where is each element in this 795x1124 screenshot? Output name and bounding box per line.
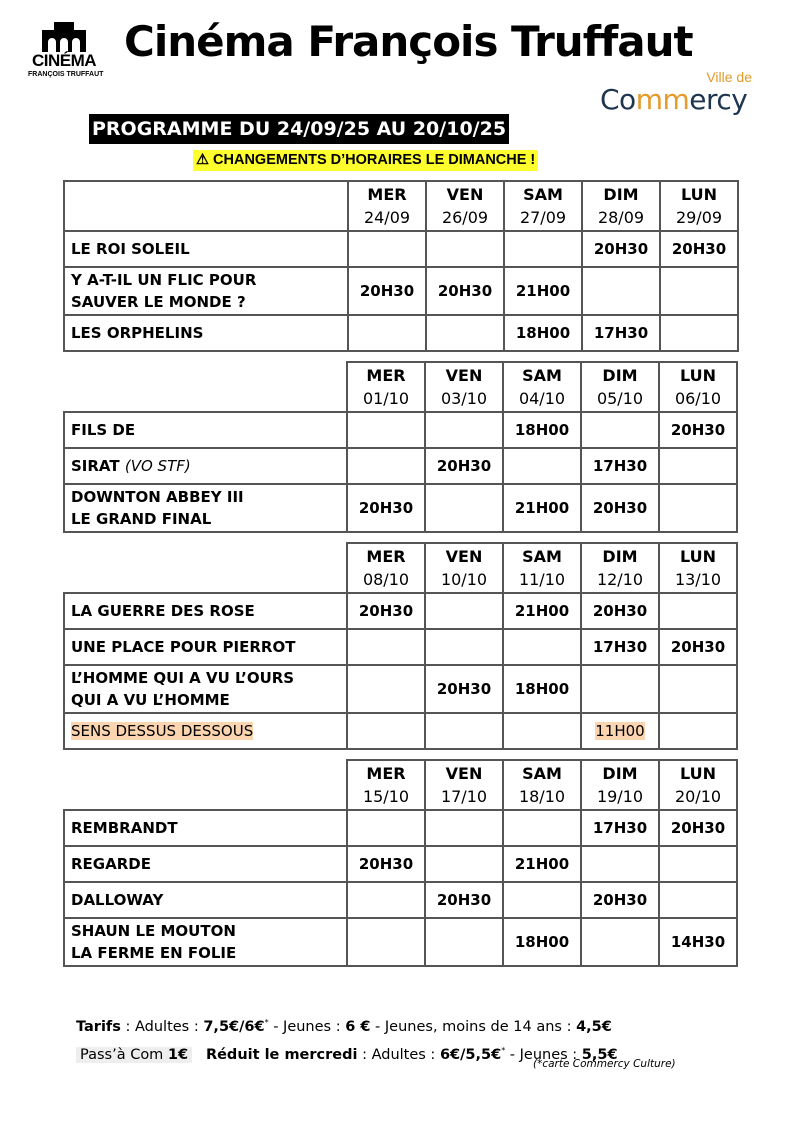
showtime-cell [348,315,426,351]
warning-icon: ⚠ [196,152,209,168]
showtime-cell [659,918,737,966]
showtime-cell [425,484,503,532]
reduit-jeunes-price: 5,5€ [581,1046,618,1063]
showtime-cell [504,315,582,351]
film-note: (VO STF) [124,457,191,475]
showtime-cell [581,593,659,629]
day-date: 27/09 [519,208,567,227]
jeunes-label: - Jeunes : [273,1018,341,1035]
showtime-cell [425,846,503,882]
showtime: 20H30 [592,602,648,620]
header-empty-cell [64,760,347,810]
showtime-cell [347,846,425,882]
day-date: 24/09 [363,208,411,227]
pass-label: Pass’à Com [80,1046,164,1063]
film-title: LE GRAND FINAL [71,510,212,528]
day-date: 05/10 [596,389,644,408]
day-date: 26/09 [441,208,489,227]
film-title-cell [64,593,347,629]
day-header [425,543,503,593]
showtime: 20H30 [671,240,727,258]
film-title: UNE PLACE POUR PIERROT [71,638,296,656]
film-title-cell [64,846,347,882]
day-name: LUN [679,547,716,566]
commercy-mm: mm [635,83,690,116]
day-name: DIM [602,764,638,783]
showtime-cell [503,484,581,532]
film-title-cell [64,315,348,351]
day-header [348,181,426,231]
logo-line2: FRANÇOIS TRUFFAUT [28,71,104,78]
showtime: 20H30 [593,240,649,258]
day-name: LUN [679,764,716,783]
showtime-cell [582,267,660,315]
day-date: 01/10 [362,389,410,408]
showtime-cell [425,882,503,918]
showtime-cell [660,315,738,351]
film-row [64,593,737,629]
showtime-cell [503,412,581,448]
star-2: * [501,1045,506,1055]
film-title-cell [64,882,347,918]
showtime-cell [581,713,659,749]
showtime: 20H30 [358,602,414,620]
showtime: 17H30 [593,324,649,342]
showtime: 18H00 [514,421,570,439]
day-header [659,543,737,593]
day-name: LUN [679,366,716,385]
film-title: FILS DE [71,421,136,439]
film-title-cell [64,412,347,448]
warning-banner [193,150,538,171]
day-date: 17/10 [440,787,488,806]
commercy-suffix: ercy [689,83,748,116]
schedule-week-2 [63,361,738,533]
day-header [581,362,659,412]
day-header [503,760,581,810]
day-name: DIM [603,185,639,204]
day-header [504,181,582,231]
reduit-jeunes-label: - Jeunes : [509,1046,578,1063]
header-row [64,362,737,412]
showtime-cell [659,713,737,749]
day-name: SAM [522,764,562,783]
film-row [64,665,737,713]
day-date: 18/10 [518,787,566,806]
film-row [64,448,737,484]
showtime-cell [659,665,737,713]
film-title: Y A-T-IL UN FLIC POUR [71,271,257,289]
film-title: SIRAT [71,457,120,475]
showtime-cell [659,846,737,882]
showtime-cell [582,315,660,351]
showtime-cell [659,629,737,665]
showtime-cell [503,846,581,882]
showtime-cell [425,593,503,629]
film-row [64,713,737,749]
day-date: 10/10 [440,570,488,589]
film-title: SENS DESSUS DESSOUS [71,722,254,740]
film-title: LES ORPHELINS [71,324,204,342]
showtime-cell [581,882,659,918]
day-date: 08/10 [362,570,410,589]
showtime-cell [348,267,426,315]
showtime: 18H00 [514,933,570,951]
tarifs-label: Tarifs [76,1018,121,1035]
showtime: 20H30 [670,638,726,656]
day-name: MER [366,764,406,783]
showtime-cell [348,231,426,267]
program-banner: PROGRAMME DU 24/09/25 AU 20/10/25 [89,114,509,144]
commercy-logo-wordmark [600,84,747,116]
film-title: LA FERME EN FOLIE [71,944,237,962]
day-name: DIM [602,366,638,385]
showtime-cell [503,593,581,629]
showtime: 21H00 [514,499,570,517]
day-date: 13/10 [674,570,722,589]
day-date: 11/10 [518,570,566,589]
showtime: 17H30 [592,638,648,656]
film-title: LE ROI SOLEIL [71,240,190,258]
showtime-cell [504,267,582,315]
warning-text: CHANGEMENTS D’HORAIRES LE DIMANCHE ! [213,152,536,168]
showtime-cell [503,448,581,484]
day-name: LUN [680,185,717,204]
pass-price: 1€ [167,1046,189,1063]
day-header [503,362,581,412]
showtime-cell [503,918,581,966]
day-date: 06/10 [674,389,722,408]
day-name: MER [366,366,406,385]
showtime-cell [347,412,425,448]
showtime-cell [582,231,660,267]
showtime-cell [581,484,659,532]
showtime: 20H30 [436,891,492,909]
film-title: REGARDE [71,855,151,873]
showtime-cell [425,665,503,713]
cinema-building-icon [40,22,88,52]
film-row [64,846,737,882]
showtime-cell [425,810,503,846]
film-title: L’HOMME QUI A VU L’OURS [71,669,295,687]
day-name: VEN [445,764,483,783]
showtime-cell [581,448,659,484]
day-header [347,543,425,593]
showtime-cell [347,629,425,665]
showtime: 20H30 [436,457,492,475]
showtime-cell [659,484,737,532]
day-date: 12/10 [596,570,644,589]
film-row [64,810,737,846]
header-row [64,181,738,231]
film-title: QUI A VU L’HOMME [71,691,230,709]
showtime-cell [426,231,504,267]
showtime-cell [347,484,425,532]
day-header [660,181,738,231]
schedule-week-1 [63,180,739,352]
header-empty-cell [64,181,348,231]
jeunes-price: 6 € [345,1018,371,1035]
showtime: 11H00 [595,722,645,740]
showtime: 20H30 [358,499,414,517]
showtime-cell [347,665,425,713]
day-name: MER [366,547,406,566]
showtime: 18H00 [514,680,570,698]
schedule-week-4 [63,759,738,967]
showtime-cell [581,412,659,448]
showtime: 20H30 [436,680,492,698]
tarifs-line1: Tarifs : Adultes : 7,5€/6€* - Jeunes : 6 € - Jeunes, moins de 14 ans : 4,5€ [76,1018,612,1035]
film-title-cell [64,484,347,532]
reduit-label: Réduit le mercredi [205,1046,358,1063]
film-title: SHAUN LE MOUTON [71,922,236,940]
film-title-cell [64,713,347,749]
day-header [347,362,425,412]
showtime-cell [504,231,582,267]
film-row [64,267,738,315]
day-name: VEN [446,185,484,204]
showtime: 20H30 [592,891,648,909]
day-date: 19/10 [596,787,644,806]
film-title: REMBRANDT [71,819,178,837]
showtime-cell [347,810,425,846]
showtime: 20H30 [359,282,415,300]
pass-com [76,1047,192,1063]
showtime-cell [581,846,659,882]
film-row [64,231,738,267]
commercy-logo [598,70,758,116]
showtime-cell [503,810,581,846]
film-title: SAUVER LE MONDE ? [71,293,246,311]
showtime-cell [425,448,503,484]
tarifs-note: (*carte Commercy Culture) [533,1058,676,1070]
tarifs-line2: Pass’à Com 1€ Réduit le mercredi : Adultes : 6€/5,5€* - Jeunes : 5,5€ [76,1039,618,1067]
schedule-week-3 [63,542,738,750]
showtime: 20H30 [670,819,726,837]
header-empty-cell [64,362,347,412]
showtime-cell [347,882,425,918]
showtime-cell [660,267,738,315]
showtime: 21H00 [515,282,571,300]
reduit-adultes-price: 6€/5,5€ [439,1046,502,1063]
showtime-cell [581,810,659,846]
header-row [64,760,737,810]
page-title: Cinéma François Truffaut [124,17,693,66]
showtime: 18H00 [515,324,571,342]
showtime: 17H30 [592,819,648,837]
day-header [581,760,659,810]
showtime-cell [347,593,425,629]
logo-line1: CINÉMA [31,51,97,70]
film-title-cell [64,665,347,713]
showtime-cell [425,713,503,749]
reduit-adultes-label: Adultes : [371,1046,436,1063]
showtime-cell [426,267,504,315]
day-name: VEN [445,547,483,566]
header-empty-cell [64,543,347,593]
film-title: DALLOWAY [71,891,164,909]
showtime-cell [659,448,737,484]
day-header [425,760,503,810]
day-header [426,181,504,231]
day-header [347,760,425,810]
day-name: DIM [602,547,638,566]
film-row [64,918,737,966]
film-row [64,412,737,448]
showtime: 20H30 [592,499,648,517]
commercy-logo-small: Ville de [706,69,752,85]
showtime: 20H30 [358,855,414,873]
showtime-cell [347,448,425,484]
showtime-cell [347,918,425,966]
showtime-cell [503,665,581,713]
day-name: SAM [522,547,562,566]
day-name: MER [367,185,407,204]
header-row [64,543,737,593]
cinema-logo [28,22,104,79]
star-1: * [264,1018,269,1027]
film-row [64,882,737,918]
film-title-cell [64,629,347,665]
showtime-cell [581,918,659,966]
showtime-cell [503,713,581,749]
day-name: VEN [445,366,483,385]
film-title-cell [64,448,347,484]
showtime-cell [581,629,659,665]
film-title: LA GUERRE DES ROSE [71,602,255,620]
showtime-cell [659,810,737,846]
jeunes14-price: 4,5€ [576,1018,612,1035]
day-header [503,543,581,593]
showtime-cell [425,629,503,665]
adultes-label: Adultes : [134,1018,199,1035]
day-header [581,543,659,593]
adultes-price: 7,5€/6€ [203,1018,265,1035]
showtime: 14H30 [670,933,726,951]
day-date: 03/10 [440,389,488,408]
film-row [64,629,737,665]
day-date: 15/10 [362,787,410,806]
schedule [63,180,727,976]
showtime-cell [503,882,581,918]
day-name: SAM [523,185,563,204]
film-title: DOWNTON ABBEY III [71,488,244,506]
showtime: 21H00 [514,855,570,873]
day-header [425,362,503,412]
commercy-prefix: Co [600,83,636,116]
film-title-cell [64,231,348,267]
showtime: 20H30 [437,282,493,300]
showtime-cell [503,629,581,665]
day-header [582,181,660,231]
showtime-cell [581,665,659,713]
day-header [659,362,737,412]
showtime-cell [425,918,503,966]
showtime-cell [426,315,504,351]
showtime-cell [425,412,503,448]
day-date: 28/09 [597,208,645,227]
film-row [64,484,737,532]
day-name: SAM [522,366,562,385]
film-title-cell [64,267,348,315]
showtime-cell [659,412,737,448]
showtime: 21H00 [514,602,570,620]
showtime-cell [659,593,737,629]
showtime: 17H30 [592,457,648,475]
showtime: 20H30 [670,421,726,439]
day-header [659,760,737,810]
film-title-cell [64,918,347,966]
day-date: 20/10 [674,787,722,806]
showtime-cell [347,713,425,749]
showtime-cell [660,231,738,267]
day-date: 04/10 [518,389,566,408]
film-row [64,315,738,351]
day-date: 29/09 [675,208,723,227]
showtime-cell [659,882,737,918]
jeunes14-label: - Jeunes, moins de 14 ans : [375,1018,572,1035]
film-title-cell [64,810,347,846]
